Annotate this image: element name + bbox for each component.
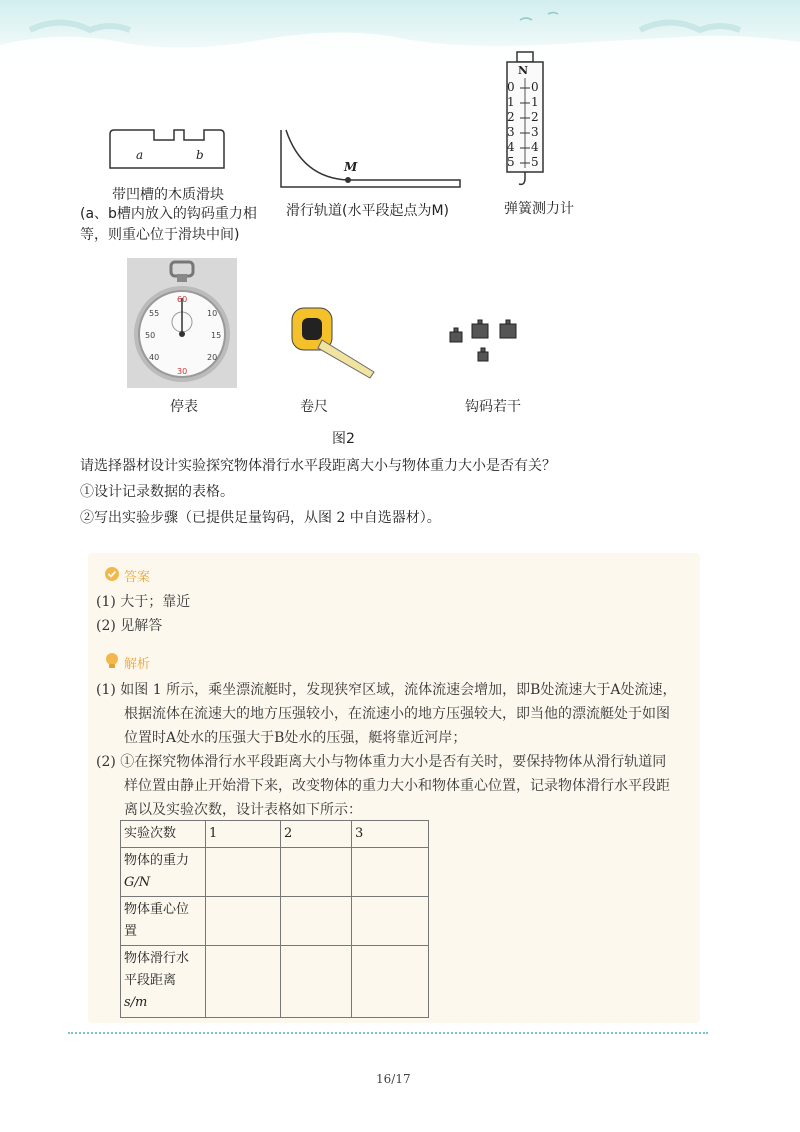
- row-label: 物体滑行水: [124, 951, 190, 966]
- svg-text:50: 50: [145, 331, 156, 340]
- track-point-m: [345, 177, 351, 183]
- table-row: [121, 897, 429, 946]
- question-line-1: 请选择器材设计实验探究物体滑行水平段距离大小与物体重力大小是否有关？: [80, 458, 556, 474]
- scale-tick: 1: [531, 95, 539, 109]
- scale-tick: 0: [507, 80, 515, 94]
- table-cell: [352, 848, 429, 897]
- slider-caption-2: (a、b槽内放入的钩码重力相: [80, 206, 257, 222]
- analysis-p1-line-1: (1) 如图 1 所示，乘坐漂流艇时，发现狭窄区域，流体流速会增加，即B处流速大于A处流速，: [96, 682, 677, 698]
- scale-tick: 4: [531, 140, 539, 154]
- svg-text:10: 10: [207, 309, 218, 318]
- check-circle-icon: [104, 566, 120, 582]
- table-row: [121, 821, 429, 848]
- slider-caption-1: 带凹槽的木质滑块: [112, 187, 224, 203]
- svg-text:55: 55: [149, 309, 160, 318]
- slider-caption-3: 等，则重心位于滑块中间): [80, 227, 240, 243]
- table-cell: 3: [352, 821, 429, 848]
- figure-label: 图2: [332, 431, 355, 447]
- scale-ticks-left: [507, 80, 515, 170]
- scale-tick: 5: [531, 155, 539, 169]
- analysis-p2-line-3: 离以及实验次数，设计表格如下所示：: [124, 802, 362, 818]
- analysis-p2-line-2: 样位置由静止开始滑下来，改变物体的重力大小和物体重心位置，记录物体滑行水平段距: [124, 778, 670, 794]
- analysis-p1-line-3: 位置时A处水的压强大于B处水的压强，艇将靠近河岸；: [124, 730, 467, 746]
- weights-image: [448, 318, 522, 368]
- row-label: 置: [124, 924, 138, 939]
- table-cell: [281, 848, 352, 897]
- dotted-divider: [68, 1032, 708, 1034]
- question-line-3: ②写出实验步骤（已提供足量钩码，从图 2 中自选器材）。: [80, 510, 441, 526]
- row-label: 平段距离: [124, 973, 177, 988]
- scale-ticks-right: [531, 80, 539, 170]
- slider-block-diagram: [108, 128, 226, 170]
- table-cell: [206, 897, 281, 946]
- weights-caption: 钩码若干: [465, 399, 521, 415]
- tape-caption: 卷尺: [300, 399, 328, 415]
- page-number: 16/17: [376, 1072, 411, 1086]
- stopwatch-caption: 停表: [170, 399, 198, 415]
- table-cell: [121, 946, 206, 1018]
- table-cell: 1: [206, 821, 281, 848]
- table-cell: [281, 897, 352, 946]
- scale-tick: 3: [507, 125, 515, 139]
- svg-text:60: 60: [177, 295, 188, 304]
- record-table: [120, 820, 429, 1018]
- row-label: 物体的重力: [124, 853, 190, 868]
- table-cell: 2: [281, 821, 352, 848]
- table-cell: [206, 946, 281, 1018]
- svg-text:40: 40: [149, 353, 160, 362]
- scale-tick: 5: [507, 155, 515, 169]
- answer-title: 答案: [124, 570, 151, 585]
- row-label-unit: G/N: [124, 875, 151, 890]
- table-cell: [121, 897, 206, 946]
- table-cell: [352, 946, 429, 1018]
- scale-tick: 3: [531, 125, 539, 139]
- table-cell: 实验次数: [121, 821, 206, 848]
- scale-tick: 2: [531, 110, 539, 124]
- svg-text:30: 30: [177, 367, 188, 376]
- analysis-p2-line-1: (2) ①在探究物体滑行水平段距离大小与物体重力大小是否有关时，要保持物体从滑行轨道同: [96, 754, 667, 770]
- scale-caption: 弹簧测力计: [504, 201, 574, 217]
- scale-tick: 0: [531, 80, 539, 94]
- tape-measure-image: [288, 302, 378, 382]
- analysis-p1-line-2: 根据流体在流速大的地方压强较小，在流速小的地方压强较大，即当他的漂流艇处于如图: [124, 706, 670, 722]
- track-point-label: M: [344, 160, 358, 174]
- table-cell: [206, 848, 281, 897]
- table-row: [121, 848, 429, 897]
- svg-text:15: 15: [211, 331, 222, 340]
- table-cell: [352, 897, 429, 946]
- sliding-track-diagram: [278, 128, 464, 190]
- table-cell: [281, 946, 352, 1018]
- question-line-2: ①设计记录数据的表格。: [80, 484, 234, 500]
- analysis-title: 解析: [124, 657, 151, 672]
- scale-tick: 1: [507, 95, 515, 109]
- scale-tick: 4: [507, 140, 515, 154]
- row-label-unit: s/m: [124, 995, 148, 1010]
- scale-unit: N: [518, 64, 529, 77]
- table-row: [121, 946, 429, 1018]
- slider-label-a: a: [136, 148, 144, 162]
- answer-line-1: (1) 大于；靠近: [96, 594, 191, 610]
- answer-line-2: (2) 见解答: [96, 618, 163, 634]
- row-label: 物体重心位: [124, 902, 190, 917]
- table-cell: [121, 848, 206, 897]
- lightbulb-icon: [104, 652, 120, 670]
- svg-text:20: 20: [207, 353, 218, 362]
- slider-label-b: b: [196, 148, 204, 162]
- stopwatch-image: [127, 258, 237, 388]
- track-caption: 滑行轨道(水平段起点为M): [286, 203, 450, 219]
- scale-tick: 2: [507, 110, 515, 124]
- header-banner: [0, 0, 800, 70]
